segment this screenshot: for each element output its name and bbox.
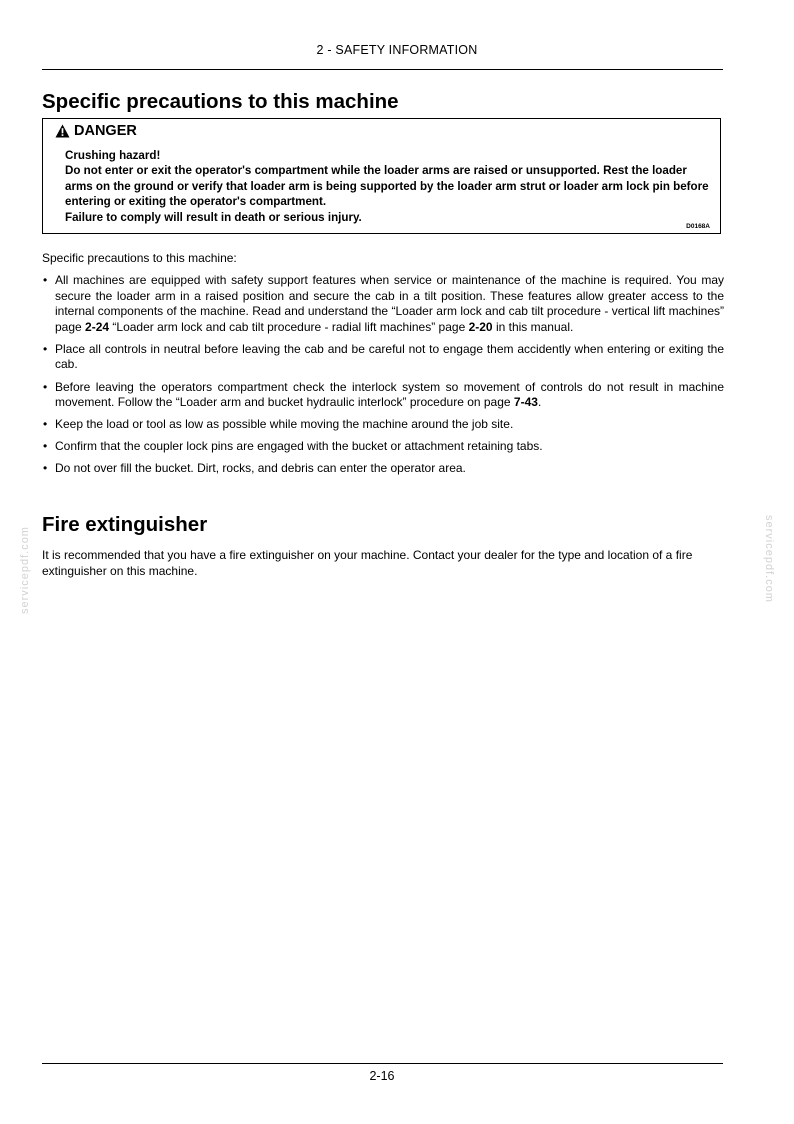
list-item: • Place all controls in neutral before leaving the cab and be careful not to engage them accidently when entering or exiting the cab.	[43, 341, 724, 372]
danger-notice-box	[42, 118, 721, 234]
bullet-icon: •	[43, 379, 48, 394]
watermark-left: servicepdf.com	[19, 526, 31, 614]
list-item: • Before leaving the operators compartment check the interlock system so movement of controls do not result in machine movement. Follow the “Loader arm and bucket hydraulic interlock” procedure on page 7-43.	[43, 379, 724, 410]
section-title-fire-extinguisher: Fire extinguisher	[42, 513, 208, 536]
danger-line-instruction: Do not enter or exit the operator's compartment while the loader arms are raised or unsupported. Rest the loader arms on the ground or verify that loader arm is being supported by the loader arm strut or loader arm lock pin before entering or exiting the operator's compartment.	[65, 164, 709, 209]
danger-text	[65, 148, 715, 225]
danger-line-consequence: Failure to comply will result in death or serious injury.	[65, 210, 362, 224]
bullet-icon: •	[43, 273, 48, 287]
list-item: • Confirm that the coupler lock pins are engaged with the bucket or attachment retaining tabs.	[43, 439, 543, 454]
danger-line-hazard: Crushing hazard!	[65, 149, 161, 162]
danger-code: D0168A	[686, 223, 710, 230]
bullet-icon: •	[43, 461, 48, 476]
page-ref: 2-20	[468, 319, 493, 334]
list-item: • Keep the load or tool as low as possible while moving the machine around the job site.	[43, 417, 514, 432]
watermark-right: servicepdf.com	[763, 515, 775, 603]
list-item: • Do not over fill the bucket. Dirt, rocks, and debris can enter the operator area.	[43, 461, 466, 476]
intro-text: Specific precautions to this machine:	[42, 251, 237, 265]
warning-triangle-icon	[55, 124, 70, 138]
page-ref: 2-24	[85, 319, 110, 334]
danger-label: DANGER	[74, 123, 137, 139]
fire-extinguisher-text: It is recommended that you have a fire extinguisher on your machine. Contact your dealer for the type and location of a fire extinguisher on this machine.	[42, 548, 693, 578]
section-title-specific-precautions: Specific precautions to this machine	[42, 90, 399, 113]
page-ref: 7-43	[513, 395, 538, 410]
footer-rule	[42, 1063, 723, 1064]
bullet-icon: •	[43, 341, 48, 356]
header-rule	[42, 69, 723, 70]
bullet-icon: •	[43, 439, 48, 454]
bullet-icon: •	[43, 417, 48, 432]
danger-header	[55, 123, 137, 139]
precautions-list	[42, 273, 724, 484]
running-header: 2 - SAFETY INFORMATION	[316, 43, 478, 57]
list-item: • All machines are equipped with safety support features when service or maintenance of the machine is required. You may secure the loader arm in a raised position and secure the cab in a tilt position. These features allow greater access to the internal components of the machine. Read and understand the “Loader arm lock and cab tilt procedure - vertical lift machines” page 2-24 “Loader arm lock and cab tilt procedure - radial lift machines” page 2-20 in this manual.	[43, 273, 724, 334]
page-number: 2-16	[369, 1069, 395, 1083]
